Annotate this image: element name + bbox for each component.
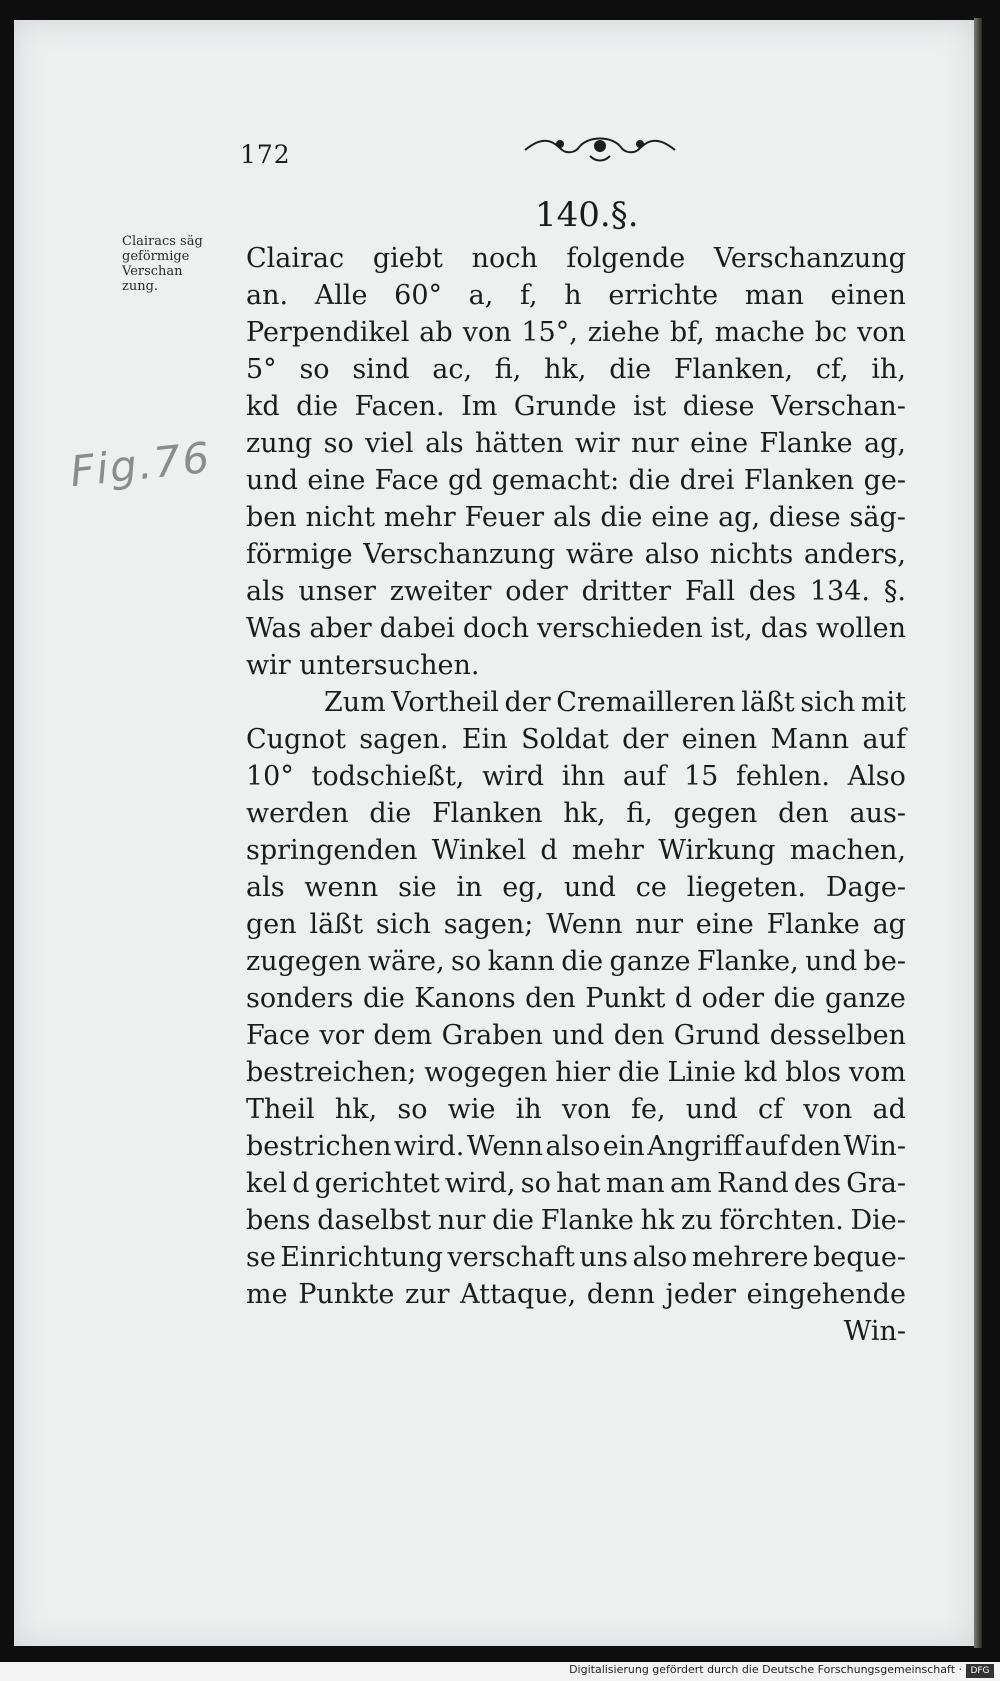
word: eg, [502,872,545,903]
word: förchten. [719,1205,844,1236]
word: des [793,1168,842,1199]
word: ganze [609,946,691,977]
text-line [246,869,906,906]
word: daselbst [317,1205,432,1236]
word: von [561,1094,611,1125]
word: wir [574,428,620,459]
word: nur [635,909,683,940]
word: Verschanzung [363,539,556,570]
word: 15°, [521,317,578,348]
word: gd [447,465,483,496]
word: Grunde [513,391,617,422]
word: den [613,1020,665,1051]
word: Flanke, [696,946,799,977]
word: Ein [461,724,508,755]
word: zung [246,428,313,459]
word: sagen; [443,909,534,940]
text-line [246,980,906,1017]
word: die [363,983,405,1014]
word: Flanke [766,909,860,940]
text-line [246,906,906,943]
word: Attaque, [460,1279,577,1310]
word: Flanken [431,798,543,829]
word: wird. [393,1131,465,1162]
word: unser [298,576,376,607]
text-line: wir untersuchen. [246,650,480,681]
word: Cremailleren [556,687,736,718]
word: d [674,983,693,1014]
word: 60° [394,280,442,311]
word: nicht [305,502,375,533]
footer-credit: Digitalisierung gefördert durch die Deutsche Forschungsgemeinschaft · [569,1663,962,1676]
word: die [617,1057,660,1088]
word: die [369,798,412,829]
word: todschießt, [311,761,465,792]
catchword: Win- [843,1316,906,1347]
word: diese [682,391,755,422]
word: ag, [718,502,761,533]
word: dritter [581,576,671,607]
word: des [748,576,797,607]
word: Wenn [466,1131,544,1162]
word: mehr [571,835,644,866]
word: viel [365,428,414,459]
word: die [492,1205,535,1236]
word: folgende [566,243,686,274]
word: einen [681,724,758,755]
word: Linie [667,1057,737,1088]
word: kd [246,391,280,422]
word: zugegen [246,946,362,977]
word: noch [471,243,538,274]
word: so [299,354,330,385]
word: Punkte [298,1279,395,1310]
word: wogegen [424,1057,548,1088]
word: uns [579,1242,628,1273]
word: bc [814,317,848,348]
word: oder [701,983,765,1014]
word: aber [309,613,372,644]
word: beque- [812,1242,906,1273]
word: wenn [304,872,379,903]
word: oder [505,576,568,607]
word: als [425,428,464,459]
word: Fall [684,576,736,607]
text-line [246,314,906,351]
word: Clairac [246,243,345,274]
word: Flanke [540,1205,634,1236]
word: wäre [565,539,634,570]
word: nichts [710,539,794,570]
word: man [605,1168,665,1199]
word: wird, [444,1168,516,1199]
word: hat [556,1168,601,1199]
word: Theil [246,1094,315,1125]
word: ad [872,1094,906,1125]
word: mit [860,687,906,718]
word: nur [631,428,679,459]
word: von [803,1094,853,1125]
word: Dage- [825,872,906,903]
page-edge [974,18,982,1648]
word: von [462,317,512,348]
word: sind [352,354,410,385]
word: und [805,946,858,977]
word: der [622,724,669,755]
text-line [246,684,906,721]
word: den [778,798,829,829]
word: §. [883,576,906,607]
word: hk, [544,354,587,385]
word: Angriff [647,1131,743,1162]
word: Vortheil [391,687,499,718]
word: eingehende [746,1279,906,1310]
word: ih [515,1094,542,1125]
word: von [857,317,906,348]
word: Kanons [414,983,516,1014]
word: Wirkung [658,835,776,866]
word: die [600,502,643,533]
word: springenden [246,835,418,866]
word: bestreichen; [246,1057,417,1088]
word: Die- [850,1205,906,1236]
word: ge- [863,465,906,496]
word: die [296,391,339,422]
word: jeder [665,1279,737,1310]
word: denn [586,1279,655,1310]
text-line [246,1128,906,1165]
word: se [246,1242,276,1273]
text-line [246,277,906,314]
word: Alle [314,280,368,311]
word: werden [246,798,349,829]
word: Gra- [846,1168,906,1199]
word: anders, [803,539,906,570]
word: hk, [563,798,606,829]
word: gen [246,909,297,940]
word: säg- [849,502,906,533]
word: blos [785,1057,842,1088]
word: Win- [843,1131,906,1162]
text-line [246,1276,906,1313]
word: Einrichtung [280,1242,443,1273]
word: ziehe [587,317,660,348]
word: vor [319,1020,364,1051]
word: mache [714,317,805,348]
word: läßt [741,687,795,718]
margin-note: Clairacs säg geförmige Verschan zung. [122,234,203,294]
text-line [246,1239,906,1276]
text-line [246,425,906,462]
word: drei [679,465,735,496]
word: und [563,872,616,903]
word: die [609,354,652,385]
word: nur [437,1205,486,1236]
word: vom [848,1057,906,1088]
text-line [246,573,906,610]
word: also [545,1131,601,1162]
word: die [561,946,604,977]
word: den [790,1131,842,1162]
word: verschieden [536,613,703,644]
word: Verschanzung [713,243,906,274]
section-heading: 140.§. [535,195,639,235]
word: an. [246,280,289,311]
word: zweiter [389,576,492,607]
text-line [246,721,906,758]
word: f, [520,280,538,311]
word: ist, [710,613,753,644]
word: sich [800,687,856,718]
word: Also [847,761,906,792]
word: Face [246,1020,311,1051]
text-line [246,943,906,980]
word: wie [447,1094,496,1125]
word: bf, [669,317,705,348]
word: me [246,1279,288,1310]
word: Punkt [585,983,666,1014]
word: Im [461,391,498,422]
word: auf [862,724,906,755]
word: Was [246,613,302,644]
word: 15 [683,761,719,792]
word: und [246,465,299,496]
word: sie [398,872,437,903]
word: verschaft [447,1242,575,1273]
word: Face [374,465,439,496]
word: fehlen. [736,761,830,792]
word: eine [651,502,710,533]
ornament-icon [520,128,680,168]
word: Soldat [521,724,609,755]
word: liegeten. [686,872,807,903]
word: die [773,983,816,1014]
word: Mann [770,724,850,755]
word: am [670,1168,712,1199]
word: fi, [626,798,653,829]
word: ein [602,1131,645,1162]
word: also [632,1242,688,1273]
word: mehrere [691,1242,809,1273]
word: hk, [334,1094,378,1125]
word: 10° [246,761,294,792]
word: ab [419,317,453,348]
text-line [246,758,906,795]
word: zur [404,1279,450,1310]
word: hier [555,1057,611,1088]
word: gerichtet [314,1168,440,1199]
word: diese [768,502,841,533]
word: fe, [631,1094,666,1125]
text-line [246,388,906,425]
word: gegen [673,798,758,829]
word: fi, [494,354,522,385]
word: eine [695,909,754,940]
word: als [552,502,592,533]
word: gemacht: [491,465,620,496]
text-line [246,1165,906,1202]
word: Flanken, [673,354,794,385]
word: sagen. [359,724,449,755]
word: zu [681,1205,713,1236]
word: so [397,1094,428,1125]
word: ganze [824,983,906,1014]
word: ac, [432,354,473,385]
text-line [246,499,906,536]
text-line [246,536,906,573]
word: 5° [246,354,277,385]
word: bestrichen [246,1131,392,1162]
dfg-logo: DFG [966,1664,994,1678]
word: die [628,465,671,496]
word: den [525,983,576,1014]
word: ihn [561,761,606,792]
word: ben [246,502,297,533]
word: errichte [608,280,719,311]
word: in [456,872,483,903]
word: cf [758,1094,784,1125]
word: ist [632,391,667,422]
word: kann [487,946,555,977]
text-line [246,1202,906,1239]
word: und [685,1094,738,1125]
text-line [246,351,906,388]
word: so [323,428,354,459]
word: Facen. [354,391,445,422]
text-line [246,832,906,869]
word: wäre, [367,946,445,977]
word: so [520,1168,551,1199]
word: d [292,1168,310,1199]
text-line [246,610,906,647]
text-line [246,795,906,832]
word: be- [863,946,906,977]
word: das [760,613,808,644]
word: ag [872,909,906,940]
word: kd [743,1057,778,1088]
word: cf, [815,354,849,385]
word: Zum [324,687,386,718]
word: eine [307,465,366,496]
word: also [644,539,700,570]
word: ag, [864,428,906,459]
word: wollen [815,613,906,644]
word: der [504,687,551,718]
word: förmige [246,539,353,570]
word: so [451,946,482,977]
word: desselben [769,1020,906,1051]
word: d [540,835,558,866]
pencil-annotation: Fig.76 [67,432,214,497]
word: auf [744,1131,789,1162]
word: Rand [716,1168,789,1199]
word: hk [640,1205,675,1236]
word: doch [462,613,529,644]
word: sonders [246,983,354,1014]
word: a, [468,280,494,311]
word: h [564,280,582,311]
word: giebt [372,243,443,274]
word: Feuer [464,502,545,533]
text-line [246,462,906,499]
word: sich [375,909,431,940]
word: Winkel [431,835,526,866]
word: Grund [673,1020,761,1051]
word: und [552,1020,605,1051]
word: kel [246,1168,287,1199]
word: hätten [475,428,564,459]
word: Wenn [546,909,623,940]
word: ih, [871,354,906,385]
word: 134. [809,576,870,607]
word: Flanke [759,428,853,459]
text-line [246,1054,906,1091]
word: als [246,872,285,903]
word: Verschan- [771,391,906,422]
word: wird [482,761,545,792]
page-number: 172 [240,140,291,169]
word: machen, [789,835,906,866]
word: man [744,280,804,311]
word: dabei [379,613,455,644]
word: läßt [309,909,364,940]
word: dem [373,1020,433,1051]
word: Perpendikel [246,317,410,348]
word: Graben [441,1020,543,1051]
text-line [246,1017,906,1054]
word: Flanken [743,465,855,496]
word: aus- [849,798,906,829]
word: Cugnot [246,724,346,755]
word: bens [246,1205,311,1236]
word: eine [690,428,749,459]
word: mehr [383,502,456,533]
text-line [246,1091,906,1128]
word: einen [830,280,906,311]
word: als [246,576,285,607]
body-text [246,240,906,1350]
text-line [246,240,906,277]
word: ce [635,872,667,903]
word: auf [622,761,667,792]
